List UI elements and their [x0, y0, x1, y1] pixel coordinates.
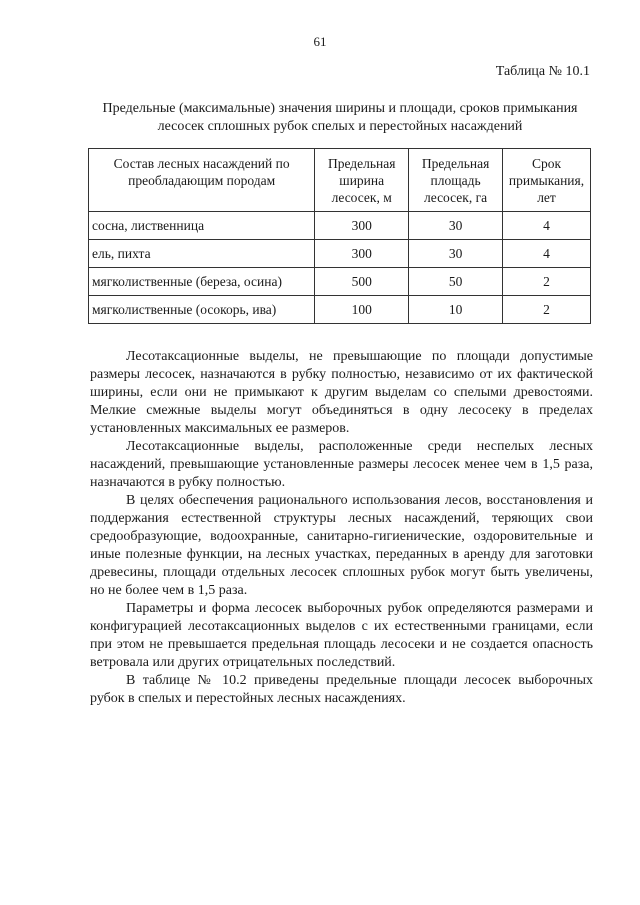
- page-number: 61: [313, 34, 327, 49]
- cell-area: 50: [409, 268, 503, 296]
- paragraph: Лесотаксационные выделы, расположенные среди неспелых лесных насаждений, превышающие установленные размеры лесосек менее чем в 1,5 раза, назначаются в рубку полностью.: [90, 439, 593, 490]
- limits-table: [88, 148, 591, 324]
- cell-term: 2: [503, 268, 591, 296]
- paragraph: Параметры и форма лесосек выборочных рубок определяются размерами и конфигурацией лесотаксационных выделов с их естественными границами, если при этом не превышается предельная площадь лесосеки и не создается опасность ветровала или других отрицательных последствий.: [90, 601, 593, 670]
- header-width: Предельная ширина лесосек, м: [315, 149, 409, 212]
- cell-width: 100: [315, 296, 409, 324]
- paragraph: Лесотаксационные выделы, не превышающие по площади допустимые размеры лесосек, назначаются в рубку полностью, независимо от их фактической ширины, если они не примыкают к другим выделам со спелыми древостоями. Мелкие смежные выделы могут объединяться в одну лесосеку в пределах установленных максимальных ее размеров.: [90, 349, 593, 436]
- paragraph: В целях обеспечения рационального использования лесов, восстановления и поддержания естественной структуры лесных насаждений, теряющих свои средообразующие, водоохранные, санитарно-гигиенические, оздоровительные и иные полезные функции, на лесных участках, переданных в аренду для заготовки древесины, площади отдельных лесосек сплошных рубок могут быть увеличены, но не более чем в 1,5 раза.: [90, 493, 593, 598]
- header-area: Предельная площадь лесосек, га: [409, 149, 503, 212]
- cell-composition: сосна, лиственница: [89, 212, 315, 240]
- cell-width: 300: [315, 212, 409, 240]
- header-adjacency-term: Срок примыкания, лет: [503, 149, 591, 212]
- cell-term: 4: [503, 240, 591, 268]
- cell-area: 30: [409, 240, 503, 268]
- header-composition: Состав лесных насаждений по преобладающим породам: [89, 149, 315, 212]
- cell-term: 4: [503, 212, 591, 240]
- body-text: [90, 348, 593, 708]
- table-row: [89, 212, 591, 240]
- table-row: [89, 296, 591, 324]
- paragraph: В таблице № 10.2 приведены предельные площади лесосек выборочных рубок в спелых и перестойных лесных насаждениях.: [90, 673, 593, 706]
- cell-composition: мягколиственные (осокорь, ива): [89, 296, 315, 324]
- cell-composition: мягколиственные (береза, осина): [89, 268, 315, 296]
- cell-composition: ель, пихта: [89, 240, 315, 268]
- cell-area: 30: [409, 212, 503, 240]
- cell-area: 10: [409, 296, 503, 324]
- table-header-row: [89, 149, 591, 212]
- cell-term: 2: [503, 296, 591, 324]
- table-row: [89, 240, 591, 268]
- table-caption: Предельные (максимальные) значения ширины и площади, сроков примыкания лесосек сплошных рубок спелых и перестойных насаждений: [102, 101, 578, 134]
- cell-width: 500: [315, 268, 409, 296]
- table-row: [89, 268, 591, 296]
- table-label: Таблица № 10.1: [495, 64, 590, 79]
- cell-width: 300: [315, 240, 409, 268]
